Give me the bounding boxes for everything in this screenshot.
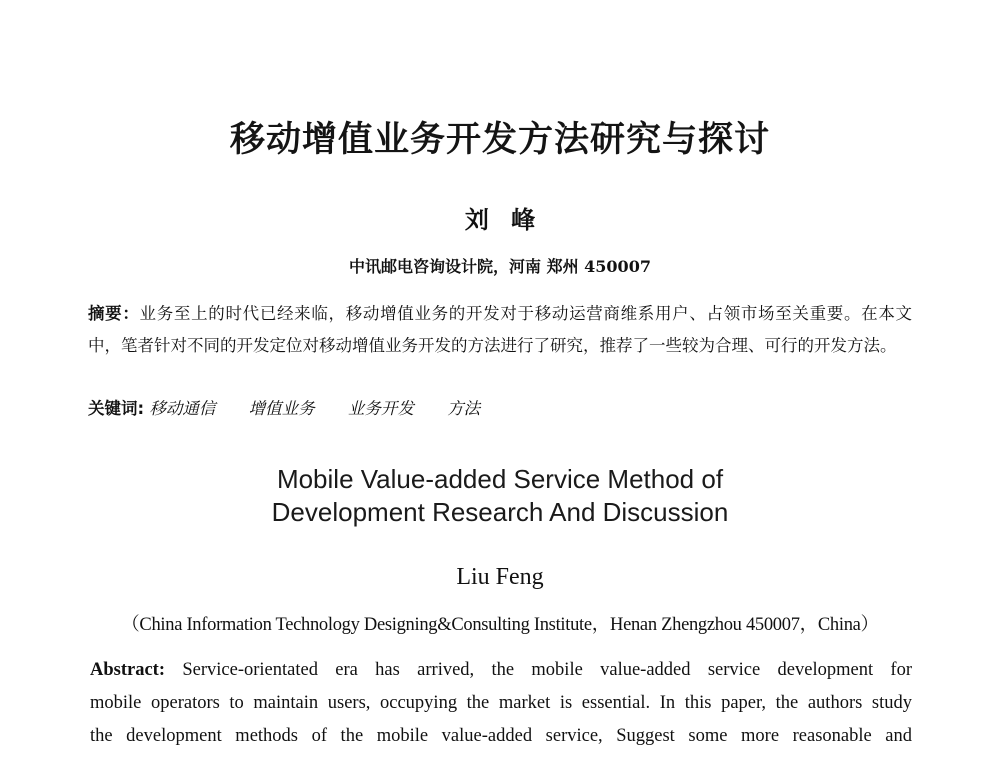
- english-affiliation: （China Information Technology Designing&Consulting Institute，Henan Zhengzhou 450007，China）: [121, 615, 879, 635]
- chinese-keywords: [88, 394, 508, 424]
- english-abstract-text: Service-orientated era has arrived, the mobile value-added service development for: [182, 660, 912, 680]
- keyword: 方法: [447, 399, 481, 418]
- english-title-line: Mobile Value-added Service Method of: [276, 464, 724, 494]
- english-abstract-label: Abstract:: [90, 660, 166, 680]
- keyword: 移动通信: [149, 399, 216, 418]
- english-abstract-line: mobile operators to maintain users, occupying the market is essential. In this paper, the authors study: [90, 693, 912, 713]
- chinese-affiliation: 中讯邮电咨询设计院，河南 郑州 450007: [349, 257, 651, 276]
- chinese-title: 移动增值业务开发方法研究与探讨: [229, 120, 770, 160]
- english-title: [0, 463, 1000, 529]
- english-author: Liu Feng: [456, 564, 544, 590]
- english-title-line: Development Research And Discussion: [271, 497, 729, 527]
- chinese-abstract: [88, 298, 912, 362]
- keyword: 业务开发: [347, 399, 414, 418]
- chinese-keywords-label: 关键词:: [88, 399, 145, 418]
- keyword: 增值业务: [248, 399, 315, 418]
- english-abstract-line: [90, 654, 912, 687]
- english-abstract-line: the development methods of the mobile value-added service, Suggest some more reasonable and: [90, 726, 912, 746]
- chinese-author: 刘 峰: [464, 205, 536, 234]
- chinese-abstract-label: 摘要：: [88, 304, 140, 323]
- english-abstract: [90, 654, 912, 753]
- chinese-abstract-text: 业务至上的时代已经来临，移动增值业务的开发对于移动运营商维系用户、占领市场至关重要。在本文中，笔者针对不同的开发定位对移动增值业务开发的方法进行了研究，推荐了一些较为合理、可行的开发方法。: [88, 304, 913, 355]
